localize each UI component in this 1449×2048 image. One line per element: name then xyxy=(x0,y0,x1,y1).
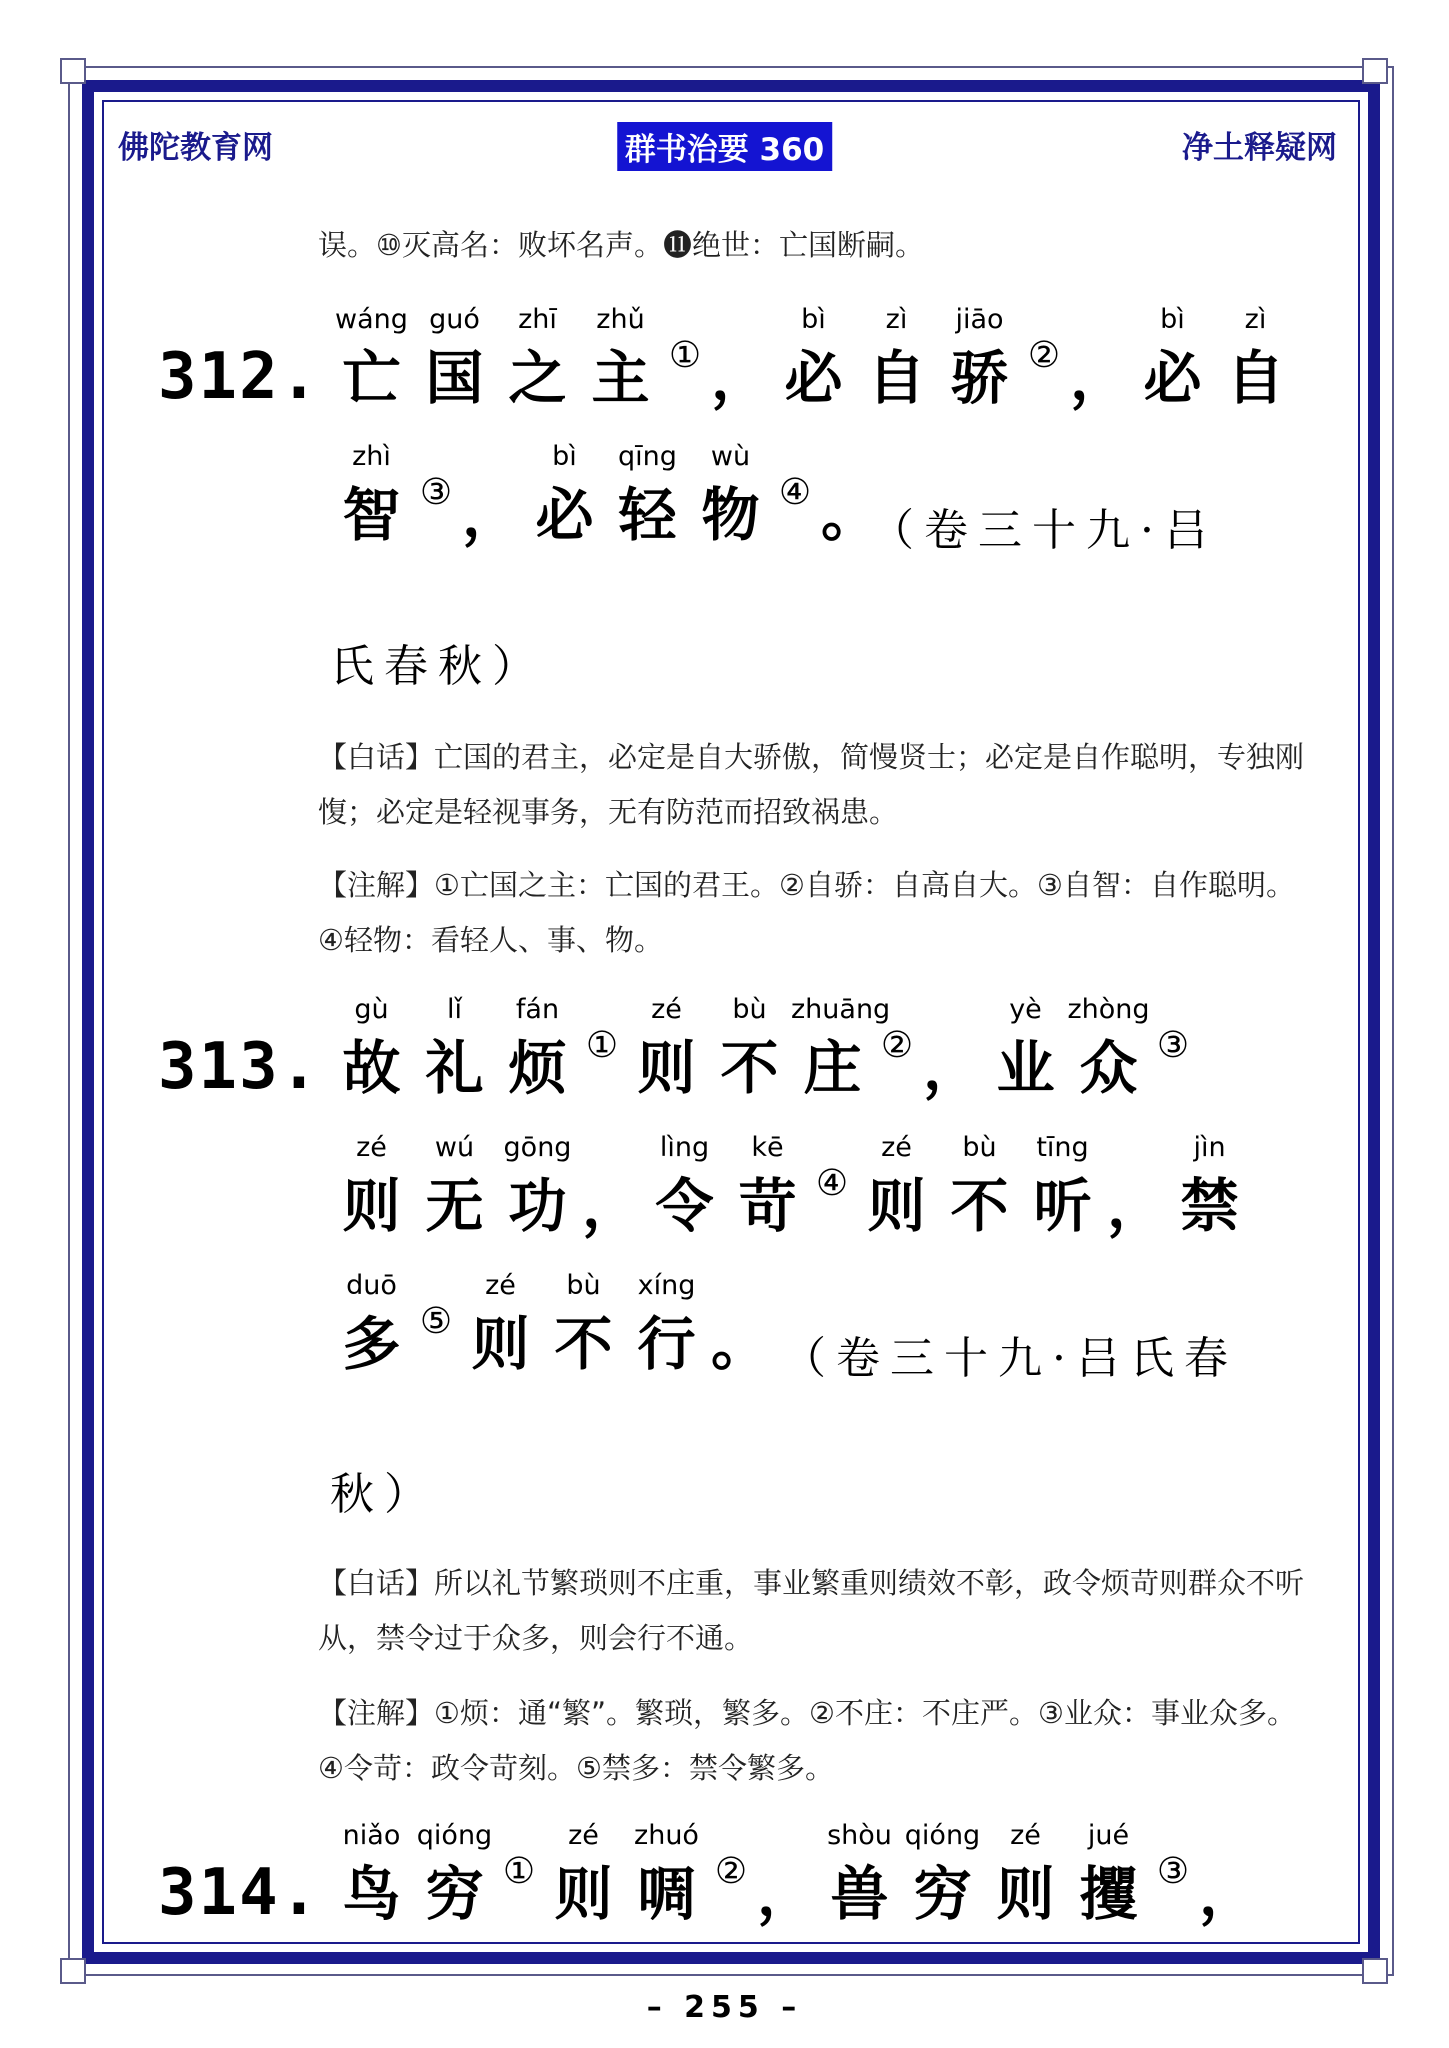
pinyin: wú xyxy=(434,1132,475,1163)
footnote-marker: ⑤ xyxy=(419,1301,453,1342)
source-citation: （卷三十九·吕 xyxy=(870,505,1218,556)
hanzi-with-pinyin xyxy=(542,1266,625,1382)
hanzi: 则 xyxy=(637,1034,696,1102)
hanzi: 骄 xyxy=(950,344,1009,412)
hanzi-with-pinyin xyxy=(330,1816,413,1932)
pinyin: zhuāng xyxy=(791,994,891,1025)
pinyin: fán xyxy=(515,994,560,1025)
pinyin: jué xyxy=(1087,1820,1130,1851)
hanzi: 必 xyxy=(784,344,843,412)
hanzi: 功 xyxy=(508,1172,567,1240)
footnote-marker: ④ xyxy=(778,472,812,513)
hanzi: 轻 xyxy=(618,481,677,549)
pinyin: zhǔ xyxy=(596,304,645,335)
hanzi-with-pinyin xyxy=(938,300,1021,416)
hanzi-with-pinyin xyxy=(689,437,772,553)
hanzi: 不 xyxy=(554,1310,613,1378)
hanzi-with-pinyin xyxy=(330,300,413,416)
pinyin: zì xyxy=(1244,304,1267,335)
hanzi: 兽 xyxy=(830,1860,889,1928)
pinyin: niǎo xyxy=(342,1820,401,1851)
hanzi-with-pinyin xyxy=(1214,300,1297,416)
pinyin: xíng xyxy=(637,1270,696,1301)
hanzi-with-pinyin xyxy=(542,1816,625,1932)
hanzi-with-pinyin xyxy=(708,990,791,1106)
frame-corner xyxy=(60,1958,86,1984)
pinyin: kē xyxy=(751,1132,784,1163)
hanzi: 则 xyxy=(867,1172,926,1240)
hanzi-with-pinyin xyxy=(579,300,662,416)
hanzi: 苛 xyxy=(738,1172,797,1240)
hanzi-with-pinyin xyxy=(413,1128,496,1244)
hanzi-with-pinyin xyxy=(984,1816,1067,1932)
punctuation: ， xyxy=(1198,1860,1257,1928)
hanzi-with-pinyin xyxy=(1168,1128,1251,1244)
pinyin: bì xyxy=(801,304,826,335)
pinyin: tīng xyxy=(1036,1132,1089,1163)
pinyin: zhī xyxy=(518,304,557,335)
punctuation: 。 xyxy=(710,1310,769,1378)
pinyin: bì xyxy=(1160,304,1185,335)
header-site-left[interactable]: 佛陀教育网 xyxy=(118,130,273,166)
pinyin: qióng xyxy=(416,1820,493,1851)
entry-number: 314. xyxy=(158,1856,321,1930)
pinyin: qīng xyxy=(618,441,677,472)
hanzi: 行 xyxy=(637,1310,696,1378)
hanzi-with-pinyin xyxy=(1021,1128,1104,1244)
baihua-paragraph: 【白话】亡国的君主，必定是自大骄傲，简慢贤士；必定是自作聪明，专独刚愎；必定是轻视事务，无有防范而招致祸患。 xyxy=(318,740,1305,829)
hanzi: 攫 xyxy=(1079,1860,1138,1928)
hanzi-with-pinyin xyxy=(901,1816,984,1932)
header-book-title: 群书治要 360 xyxy=(617,122,833,171)
hanzi-with-pinyin xyxy=(625,1816,708,1932)
hanzi: 物 xyxy=(701,481,760,549)
footnote-marker: ③ xyxy=(1156,1025,1190,1066)
pinyin: zé xyxy=(485,1270,516,1301)
pinyin: zhì xyxy=(352,441,391,472)
hanzi: 自 xyxy=(867,344,926,412)
hanzi-with-pinyin xyxy=(330,437,413,553)
punctuation: ， xyxy=(1069,344,1128,412)
hanzi: 则 xyxy=(342,1172,401,1240)
entry-number: 313. xyxy=(158,1030,321,1104)
hanzi-with-pinyin xyxy=(791,990,891,1106)
hanzi-with-pinyin xyxy=(496,990,579,1106)
hanzi: 不 xyxy=(950,1172,1009,1240)
hanzi: 听 xyxy=(1033,1172,1092,1240)
hanzi-with-pinyin xyxy=(496,300,579,416)
pinyin: jiāo xyxy=(955,304,1004,335)
hanzi: 啁 xyxy=(637,1860,696,1928)
hanzi: 业 xyxy=(996,1034,1055,1102)
hanzi: 穷 xyxy=(913,1860,972,1928)
hanzi-with-pinyin xyxy=(855,1128,938,1244)
source-citation: 秋） xyxy=(330,1469,438,1520)
hanzi: 则 xyxy=(996,1860,1055,1928)
pinyin: bù xyxy=(732,994,767,1025)
pinyin: bù xyxy=(962,1132,997,1163)
pinyin: yè xyxy=(1009,994,1042,1025)
hanzi-with-pinyin xyxy=(984,990,1067,1106)
footnote-marker: ② xyxy=(714,1851,748,1892)
hanzi: 国 xyxy=(425,344,484,412)
zhujie-paragraph: 【注解】①亡国之主：亡国的君王。②自骄：自高自大。③自智：自作聪明。④轻物：看轻人、事、物。 xyxy=(318,868,1295,957)
pinyin: guó xyxy=(429,304,480,335)
hanzi-with-pinyin xyxy=(855,300,938,416)
punctuation: 。 xyxy=(820,481,879,549)
hanzi-with-pinyin xyxy=(1067,1816,1150,1932)
footnote-marker: ① xyxy=(668,335,702,376)
hanzi-with-pinyin xyxy=(459,1266,542,1382)
hanzi-with-pinyin xyxy=(1131,300,1214,416)
hanzi: 则 xyxy=(554,1860,613,1928)
hanzi-with-pinyin xyxy=(643,1128,726,1244)
pinyin: qióng xyxy=(904,1820,981,1851)
hanzi: 穷 xyxy=(425,1860,484,1928)
punctuation: ， xyxy=(1106,1172,1165,1240)
baihua-paragraph: 【白话】所以礼节繁琐则不庄重，事业繁重则绩效不彰，政令烦苛则群众不听从，禁令过于众多，则会行不通。 xyxy=(318,1566,1305,1655)
hanzi: 之 xyxy=(508,344,567,412)
hanzi: 智 xyxy=(342,481,401,549)
hanzi-with-pinyin xyxy=(818,1816,901,1932)
footnote-marker: ③ xyxy=(1156,1851,1190,1892)
hanzi-with-pinyin xyxy=(330,1266,413,1382)
hanzi: 自 xyxy=(1226,344,1285,412)
pinyin: lìng xyxy=(659,1132,710,1163)
hanzi: 烦 xyxy=(508,1034,567,1102)
pinyin: bù xyxy=(566,1270,601,1301)
hanzi-with-pinyin xyxy=(413,990,496,1106)
footnote-marker: ③ xyxy=(419,472,453,513)
hanzi: 鸟 xyxy=(342,1860,401,1928)
hanzi: 无 xyxy=(425,1172,484,1240)
pinyin: zé xyxy=(651,994,682,1025)
header-site-right[interactable]: 净土释疑网 xyxy=(1182,130,1337,166)
hanzi: 多 xyxy=(342,1310,401,1378)
hanzi-with-pinyin xyxy=(1067,990,1150,1106)
hanzi-with-pinyin xyxy=(330,1128,413,1244)
hanzi: 令 xyxy=(655,1172,714,1240)
pinyin: duō xyxy=(346,1270,397,1301)
pinyin: zé xyxy=(1010,1820,1041,1851)
hanzi-with-pinyin xyxy=(413,300,496,416)
pinyin: zhuó xyxy=(634,1820,699,1851)
pinyin: zé xyxy=(881,1132,912,1163)
punctuation: ， xyxy=(710,344,769,412)
pinyin: shòu xyxy=(827,1820,892,1851)
pinyin: zhòng xyxy=(1067,994,1150,1025)
hanzi: 必 xyxy=(1143,344,1202,412)
hanzi: 亡 xyxy=(342,344,401,412)
punctuation: ， xyxy=(756,1860,815,1928)
frame-corner xyxy=(1362,58,1388,84)
hanzi-with-pinyin xyxy=(938,1128,1021,1244)
source-citation: 氏春秋） xyxy=(330,641,546,692)
hanzi-with-pinyin xyxy=(413,1816,496,1932)
pinyin: zé xyxy=(356,1132,387,1163)
hanzi: 礼 xyxy=(425,1034,484,1102)
pinyin: zì xyxy=(885,304,908,335)
hanzi: 不 xyxy=(720,1034,779,1102)
hanzi-with-pinyin xyxy=(726,1128,809,1244)
source-citation: （卷三十九·吕氏春 xyxy=(782,1333,1238,1384)
footnote-marker: ④ xyxy=(815,1163,849,1204)
punctuation: ， xyxy=(922,1034,981,1102)
frame-corner xyxy=(60,58,86,84)
hanzi-with-pinyin xyxy=(523,437,606,553)
pinyin: wáng xyxy=(335,304,408,335)
top-note: 误。⑩灭高名：败坏名声。⓫绝世：亡国断嗣。 xyxy=(318,228,924,262)
hanzi: 必 xyxy=(535,481,594,549)
footnote-marker: ① xyxy=(502,1851,536,1892)
pinyin: gōng xyxy=(503,1132,572,1163)
hanzi: 则 xyxy=(471,1310,530,1378)
hanzi-with-pinyin xyxy=(772,300,855,416)
hanzi: 主 xyxy=(591,344,650,412)
pinyin: zé xyxy=(568,1820,599,1851)
footnote-marker: ② xyxy=(880,1025,914,1066)
hanzi-with-pinyin xyxy=(625,1266,708,1382)
footnote-marker: ② xyxy=(1027,335,1061,376)
hanzi: 禁 xyxy=(1180,1172,1239,1240)
entry-number: 312. xyxy=(158,340,321,414)
hanzi-with-pinyin xyxy=(606,437,689,553)
pinyin: gù xyxy=(354,994,389,1025)
pinyin: bì xyxy=(552,441,577,472)
punctuation: ， xyxy=(461,481,520,549)
frame-corner xyxy=(1362,1958,1388,1984)
hanzi-with-pinyin xyxy=(625,990,708,1106)
pinyin: lǐ xyxy=(446,994,462,1025)
hanzi: 故 xyxy=(342,1034,401,1102)
page-number: – 255 – xyxy=(646,1990,803,2025)
punctuation: ， xyxy=(581,1172,640,1240)
hanzi-with-pinyin xyxy=(330,990,413,1106)
footnote-marker: ① xyxy=(585,1025,619,1066)
hanzi: 众 xyxy=(1079,1034,1138,1102)
hanzi-with-pinyin xyxy=(496,1128,579,1244)
hanzi: 庄 xyxy=(803,1034,862,1102)
pinyin: wù xyxy=(710,441,751,472)
pinyin: jìn xyxy=(1193,1132,1226,1163)
zhujie-paragraph: 【注解】①烦：通“繁”。繁琐，繁多。②不庄：不庄严。③业众：事业众多。④令苛：政令苛刻。⑤禁多：禁令繁多。 xyxy=(318,1696,1297,1785)
